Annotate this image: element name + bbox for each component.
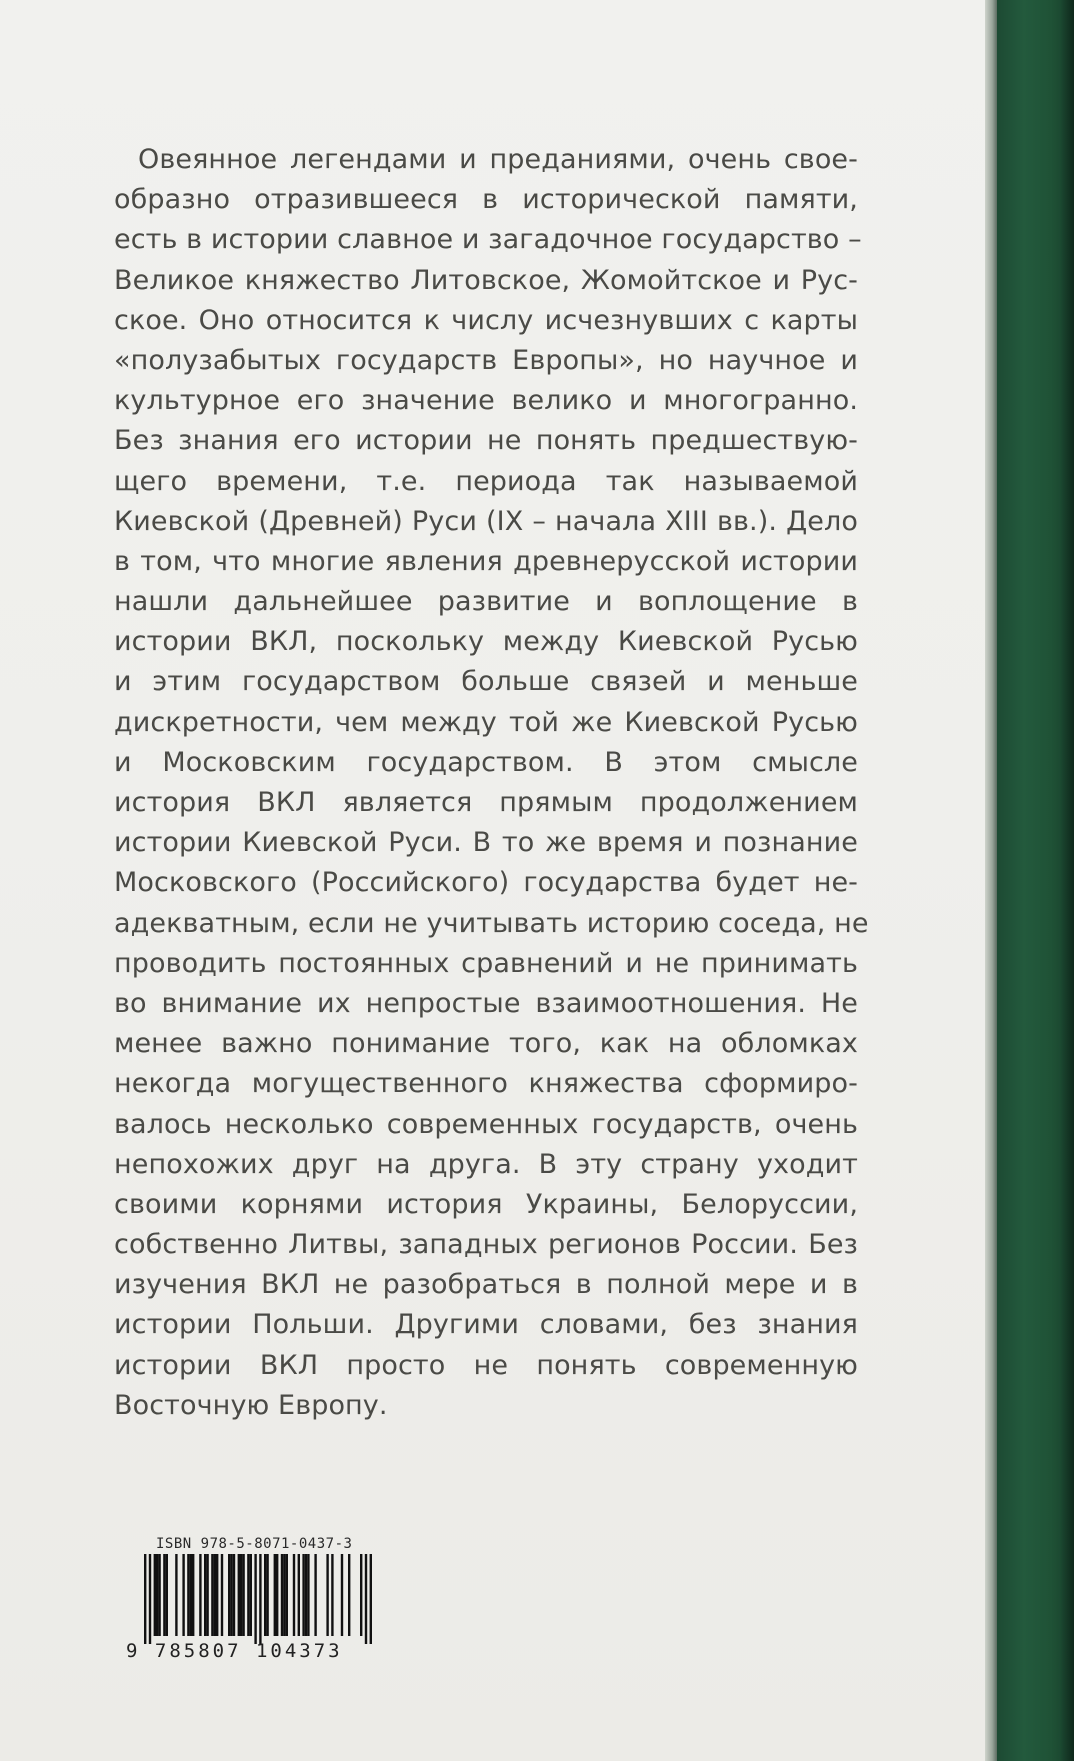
barcode-bar — [228, 1554, 230, 1636]
spine-shadow — [1060, 0, 1074, 1761]
text-line: адекватным, если не учитывать историю соседа, не — [114, 907, 869, 939]
text-line: проводить постоянных сравнений и не принимать — [114, 947, 858, 979]
barcode-bar — [187, 1554, 189, 1636]
barcode-bar — [182, 1554, 184, 1636]
barcode-bar — [274, 1554, 276, 1636]
barcode-bar — [331, 1554, 333, 1636]
barcode-bar — [204, 1554, 206, 1636]
isbn-barcode-block — [126, 1536, 390, 1664]
text-line: Овеянное легендами и преданиями, очень свое- — [138, 144, 858, 175]
barcode-bar — [192, 1554, 194, 1636]
barcode-bar — [286, 1554, 288, 1636]
barcode-bar — [250, 1554, 252, 1636]
barcode-bar — [314, 1554, 316, 1636]
barcode-bar — [276, 1554, 278, 1636]
text-line: нашли дальнейшее развитие и воплощение в — [114, 586, 858, 618]
barcode-bar — [175, 1554, 177, 1636]
text-line: собственно Литвы, западных регионов России. Без — [114, 1229, 858, 1261]
text-line: истории ВКЛ, поскольку между Киевской Русью — [114, 626, 858, 658]
text-line: ское. Оно относится к числу исчезнувших с карты — [114, 304, 858, 336]
text-line: менее важно понимание того, как на обломках — [114, 1028, 858, 1060]
barcode-bar — [221, 1554, 223, 1636]
barcode-bar — [158, 1554, 160, 1636]
barcode-bar — [326, 1554, 328, 1636]
barcode-bar — [216, 1554, 218, 1636]
barcode-bar — [247, 1554, 249, 1636]
text-line: и Московским государством. В этом смысле — [114, 746, 858, 778]
barcode-bar — [365, 1554, 367, 1644]
barcode-bar — [211, 1554, 213, 1636]
text-line: истории ВКЛ просто не понять современную — [114, 1349, 858, 1381]
barcode-bar — [266, 1554, 268, 1636]
barcode-bar — [144, 1554, 146, 1644]
isbn-label: ISBN 978-5-8071-0437-3 — [156, 1536, 353, 1552]
text-line: история ВКЛ является прямым продолжением — [114, 787, 858, 818]
text-line: Восточную Европу. — [114, 1389, 388, 1421]
text-line: «полузабытых государств Европы», но научное и — [114, 344, 858, 376]
barcode-bar — [206, 1554, 208, 1636]
barcode-bar — [281, 1554, 283, 1636]
barcode-bar — [242, 1554, 244, 1636]
barcode-bar — [360, 1554, 362, 1636]
text-line: культурное его значение велико и многогранно. — [114, 385, 858, 417]
barcode-bar — [298, 1554, 300, 1636]
text-line: Без знания его истории не понять предшествую- — [114, 425, 858, 457]
barcode-bar — [163, 1554, 165, 1636]
barcode-bar — [254, 1554, 256, 1644]
text-line: Киевской (Древней) Руси (IX – начала XIII вв.). Дело — [114, 505, 858, 537]
text-line: Московского (Российского) государства будет не- — [114, 867, 858, 899]
text-line: непохожих друг на друга. В эту страну уходит — [114, 1148, 858, 1180]
text-line: истории Польши. Другими словами, без знания — [114, 1309, 858, 1341]
barcode-bar — [214, 1554, 216, 1636]
barcode-bar — [190, 1554, 192, 1636]
barcode-bar — [348, 1554, 350, 1636]
barcode-bar — [341, 1554, 343, 1636]
barcode-bar — [293, 1554, 295, 1636]
barcode-bar — [307, 1554, 309, 1636]
text-line: в том, что многие явления древнерусской истории — [114, 545, 858, 577]
barcode-bar — [230, 1554, 232, 1636]
description-text — [114, 140, 869, 1426]
barcode-bar — [156, 1554, 158, 1636]
text-line: изучения ВКЛ не разобраться в полной мере и в — [114, 1269, 858, 1301]
text-line: некогда могущественного княжества сформиро- — [114, 1068, 858, 1100]
text-line: щего времени, т.е. периода так называемой — [114, 465, 858, 497]
barcode-image — [126, 1554, 390, 1644]
barcode-bar — [154, 1554, 156, 1636]
text-line: есть в истории славное и загадочное государство – — [114, 224, 862, 256]
barcode-digits: 9 785807 104373 — [126, 1640, 343, 1662]
text-line: образно отразившееся в исторической памяти, — [114, 184, 858, 216]
cover-edge — [985, 0, 997, 1761]
barcode-bar — [238, 1554, 240, 1636]
barcode-bar — [240, 1554, 242, 1636]
barcode-bar — [283, 1554, 285, 1636]
barcode-bar — [370, 1554, 372, 1644]
text-line: своими корнями история Украины, Белоруссии, — [114, 1188, 858, 1220]
text-line: Великое княжество Литовское, Жомойтское и Рус- — [114, 264, 858, 296]
barcode-bar — [305, 1554, 307, 1636]
text-line: во внимание их непростые взаимоотношения. Не — [114, 987, 858, 1019]
barcode-bar — [199, 1554, 201, 1636]
barcode-bar — [166, 1554, 168, 1636]
text-line: истории Киевской Руси. В то же время и познание — [114, 827, 858, 859]
barcode-bar — [233, 1554, 235, 1636]
barcode-bar — [259, 1554, 261, 1644]
barcode-bar — [264, 1554, 266, 1636]
text-line: и этим государством больше связей и меньше — [114, 666, 858, 698]
text-line: дискретности, чем между той же Киевской Русью — [114, 706, 858, 738]
text-line: валось несколько современных государств, очень — [114, 1108, 858, 1140]
barcode-bar — [149, 1554, 151, 1644]
barcode-bar — [302, 1554, 304, 1636]
